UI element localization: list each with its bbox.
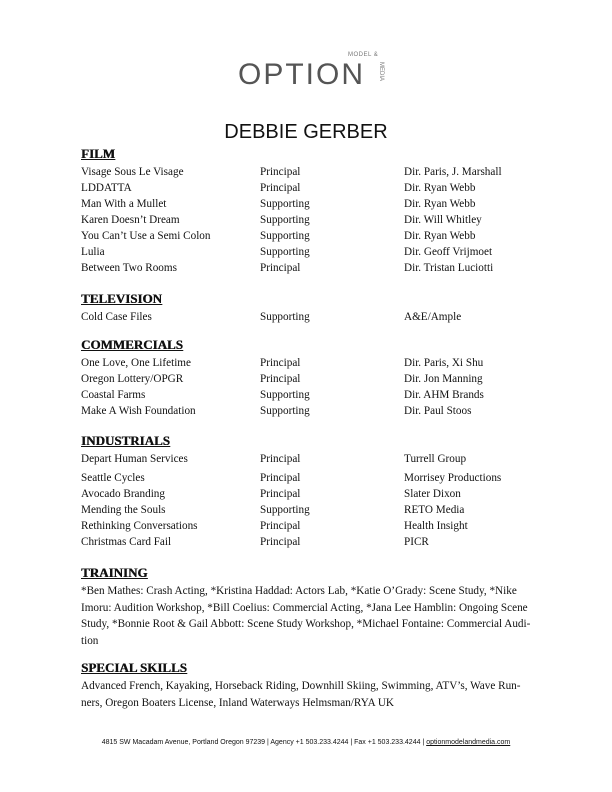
credit-row [81, 228, 571, 244]
credit-title: Man With a Mullet [81, 198, 167, 210]
training-line: Study, *Bonnie Root & Gail Abbott: Scene Study Workshop, *Michael Fontaine: Commercial Audi- [81, 618, 531, 630]
credit-director: PICR [404, 536, 429, 548]
credit-role: Supporting [260, 311, 310, 323]
credit-role: Principal [260, 166, 301, 178]
training-line: Imoru: Audition Workshop, *Bill Coelius: Commercial Acting, *Jana Lee Hamblin: Ongoing Scene [81, 601, 528, 614]
commercials-heading: COMMERCIALS [81, 337, 183, 352]
credit-title: One Love, One Lifetime [81, 357, 191, 369]
training-section [81, 565, 571, 649]
special-skills-heading: SPECIAL SKILLS [81, 660, 187, 675]
credit-director: Dir. Ryan Webb [404, 198, 476, 210]
credit-row [81, 486, 571, 502]
credit-director: Dir. AHM Brands [404, 389, 484, 401]
credit-director: A&E/Ample [404, 311, 462, 323]
special-skills-section [81, 660, 571, 711]
credit-role: Supporting [260, 405, 310, 417]
commercials-section [81, 337, 571, 419]
special-skills-text [81, 678, 567, 711]
credit-title: Depart Human Services [81, 453, 188, 465]
industrials-credits [81, 451, 571, 550]
training-line: tion [81, 634, 99, 647]
credit-row [81, 403, 571, 419]
credit-director: Health Insight [404, 520, 468, 532]
logo-subtitle: MODEL & [348, 52, 379, 58]
credit-director: Dir. Ryan Webb [404, 230, 476, 242]
footer-address: 4815 SW Macadam Avenue, Portland Oregon 97239 | Agency +1 503.233.4244 | Fax +1 503.233.4244 | [101, 739, 427, 746]
credit-title: Between Two Rooms [81, 262, 177, 274]
credit-row [81, 260, 571, 276]
credit-title: Seattle Cycles [81, 472, 145, 484]
television-credits [81, 309, 571, 325]
credit-row [81, 196, 571, 212]
credit-role: Supporting [260, 389, 310, 401]
film-section [81, 146, 571, 276]
credit-row [81, 180, 571, 196]
website-link[interactable]: optionmodelandmedia.com [426, 739, 511, 746]
credit-role: Supporting [260, 246, 310, 258]
credit-row [81, 387, 571, 403]
credit-row [81, 164, 571, 180]
credit-role: Principal [260, 262, 301, 274]
commercials-credits [81, 355, 571, 419]
credit-title: Avocado Branding [81, 488, 165, 500]
credit-director: Morrisey Productions [404, 472, 502, 484]
credit-row [81, 371, 571, 387]
credit-role: Principal [260, 182, 301, 194]
industrials-section [81, 433, 571, 550]
credit-director: RETO Media [404, 504, 465, 516]
logo-media-text: MEDIA [378, 62, 384, 82]
credit-title: Make A Wish Foundation [81, 405, 196, 417]
film-credits [81, 164, 571, 276]
credit-row [81, 212, 571, 228]
credit-title: Rethinking Conversations [81, 520, 198, 532]
credit-role: Supporting [260, 230, 310, 242]
credit-title: Coastal Farms [81, 389, 146, 401]
credit-title: Karen Doesn’t Dream [81, 214, 180, 226]
credit-role: Principal [260, 488, 301, 500]
credit-row [81, 502, 571, 518]
credit-director: Slater Dixon [404, 488, 461, 500]
credit-role: Principal [260, 520, 301, 532]
training-line: *Ben Mathes: Crash Acting, *Kristina Haddad: Actors Lab, *Katie O’Grady: Scene Study, *Nike [81, 585, 517, 597]
credit-director: Dir. Jon Manning [404, 373, 483, 385]
training-text [81, 583, 567, 649]
industrials-heading: INDUSTRIALS [81, 433, 170, 448]
credit-director: Dir. Ryan Webb [404, 182, 476, 194]
credit-role: Principal [260, 357, 301, 369]
credit-title: You Can’t Use a Semi Colon [81, 230, 211, 242]
credit-director: Dir. Paris, Xi Shu [404, 357, 484, 369]
credit-row [81, 470, 571, 486]
credit-role: Supporting [260, 214, 310, 226]
television-section [81, 291, 571, 325]
credit-role: Principal [260, 472, 301, 484]
credit-title: Oregon Lottery/OPGR [81, 373, 184, 385]
credit-director: Dir. Geoff Vrijmoet [404, 246, 493, 258]
credit-title: Visage Sous Le Visage [81, 166, 184, 178]
credit-row [81, 518, 571, 534]
credit-director: Dir. Paul Stoos [404, 405, 472, 417]
credit-row [81, 534, 571, 550]
credit-director: Dir. Paris, J. Marshall [404, 166, 502, 178]
credit-row [81, 355, 571, 371]
credit-title: Cold Case Files [81, 311, 152, 323]
skills-line: ners, Oregon Boaters License, Inland Waterways Helmsman/RYA UK [81, 696, 395, 709]
film-heading: FILM [81, 146, 115, 161]
credit-row [81, 244, 571, 260]
skills-line: Advanced French, Kayaking, Horseback Riding, Downhill Skiing, Swimming, ATV’s, Wave Run- [81, 680, 521, 692]
actor-name: DEBBIE GERBER [224, 121, 388, 143]
credit-title: Christmas Card Fail [81, 536, 172, 548]
credit-row [81, 309, 571, 325]
credit-title: Mending the Souls [81, 504, 166, 516]
credit-role: Principal [260, 373, 301, 385]
credit-role: Principal [260, 453, 301, 465]
credit-title: Lulia [81, 246, 105, 258]
television-heading: TELEVISION [81, 291, 162, 306]
credit-role: Supporting [260, 504, 310, 516]
credit-director: Dir. Tristan Luciotti [404, 262, 494, 274]
credit-role: Supporting [260, 198, 310, 210]
credit-director: Turrell Group [404, 453, 467, 465]
credit-row [81, 451, 571, 467]
logo-wordmark: OPTION [238, 58, 366, 91]
credit-director: Dir. Will Whitley [404, 214, 482, 226]
credit-title: LDDATTA [81, 182, 132, 194]
credit-role: Principal [260, 536, 301, 548]
training-heading: TRAINING [81, 565, 148, 580]
footer-contact [0, 739, 612, 746]
agency-logo [238, 52, 398, 92]
